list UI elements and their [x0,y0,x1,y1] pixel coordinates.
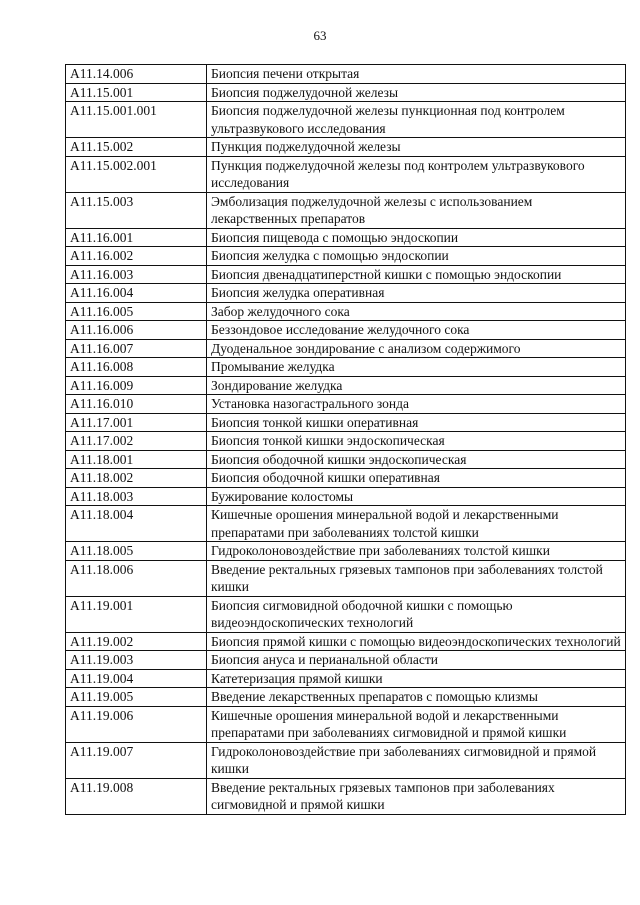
service-code-cell: A11.18.005 [66,542,207,561]
service-code-cell: A11.19.001 [66,596,207,632]
table-row [66,228,626,247]
table-row [66,138,626,157]
table-row [66,376,626,395]
service-code-cell: A11.16.009 [66,376,207,395]
table-row [66,542,626,561]
table-row [66,669,626,688]
table-row [66,706,626,742]
service-name-cell: Пункция поджелудочной железы [207,138,626,157]
table-row [66,432,626,451]
table-row [66,651,626,670]
service-code-cell: A11.16.002 [66,247,207,266]
table-row [66,487,626,506]
service-name-cell: Пункция поджелудочной железы под контролем ультразвукового исследования [207,156,626,192]
service-name-cell: Беззондовое исследование желудочного сока [207,321,626,340]
service-code-cell: A11.19.008 [66,778,207,814]
service-name-cell: Биопсия поджелудочной железы [207,83,626,102]
service-name-cell: Эмболизация поджелудочной железы с использованием лекарственных препаратов [207,192,626,228]
service-name-cell: Биопсия тонкой кишки оперативная [207,413,626,432]
service-name-cell: Биопсия поджелудочной железы пункционная под контролем ультразвукового исследования [207,102,626,138]
service-code-cell: A11.16.007 [66,339,207,358]
service-code-cell: A11.15.002 [66,138,207,157]
service-name-cell: Установка назогастрального зонда [207,395,626,414]
table-row [66,506,626,542]
service-code-cell: A11.19.006 [66,706,207,742]
table-row [66,102,626,138]
service-code-cell: A11.16.005 [66,302,207,321]
table-row [66,284,626,303]
service-code-cell: A11.16.003 [66,265,207,284]
service-name-cell: Биопсия желудка оперативная [207,284,626,303]
service-code-cell: A11.15.001.001 [66,102,207,138]
service-code-cell: A11.16.010 [66,395,207,414]
service-code-cell: A11.16.004 [66,284,207,303]
service-code-cell: A11.19.004 [66,669,207,688]
table-row [66,358,626,377]
table-row [66,83,626,102]
service-name-cell: Биопсия ободочной кишки эндоскопическая [207,450,626,469]
table-row [66,469,626,488]
service-code-cell: A11.18.006 [66,560,207,596]
table-row [66,156,626,192]
table-row [66,247,626,266]
table-row [66,321,626,340]
table-row [66,65,626,84]
service-name-cell: Введение ректальных грязевых тампонов при заболеваниях сигмовидной и прямой кишки [207,778,626,814]
service-code-cell: A11.19.003 [66,651,207,670]
service-name-cell: Дуоденальное зондирование с анализом содержимого [207,339,626,358]
page-number: 63 [313,28,327,43]
service-code-cell: A11.16.001 [66,228,207,247]
service-name-cell: Кишечные орошения минеральной водой и лекарственными препаратами при заболеваниях толстой кишки [207,506,626,542]
service-code-cell: A11.15.001 [66,83,207,102]
service-code-cell: A11.16.006 [66,321,207,340]
service-name-cell: Промывание желудка [207,358,626,377]
service-code-cell: A11.18.001 [66,450,207,469]
service-name-cell: Бужирование колостомы [207,487,626,506]
service-code-cell: A11.19.002 [66,632,207,651]
table-row [66,742,626,778]
table-row [66,560,626,596]
service-name-cell: Биопсия желудка с помощью эндоскопии [207,247,626,266]
service-name-cell: Биопсия сигмовидной ободочной кишки с помощью видеоэндоскопических технологий [207,596,626,632]
table-row [66,632,626,651]
service-name-cell: Зондирование желудка [207,376,626,395]
service-code-cell: A11.17.002 [66,432,207,451]
table-row [66,302,626,321]
services-table [65,64,626,815]
services-table-body [66,65,626,815]
service-code-cell: A11.18.003 [66,487,207,506]
service-code-cell: A11.19.007 [66,742,207,778]
service-code-cell: A11.16.008 [66,358,207,377]
service-name-cell: Биопсия ануса и перианальной области [207,651,626,670]
service-name-cell: Биопсия двенадцатиперстной кишки с помощью эндоскопии [207,265,626,284]
table-row [66,778,626,814]
service-name-cell: Биопсия печени открытая [207,65,626,84]
table-row [66,339,626,358]
service-code-cell: A11.15.003 [66,192,207,228]
service-name-cell: Биопсия ободочной кишки оперативная [207,469,626,488]
table-row [66,413,626,432]
service-name-cell: Кишечные орошения минеральной водой и лекарственными препаратами при заболеваниях сигмовидной и прямой кишки [207,706,626,742]
service-name-cell: Введение ректальных грязевых тампонов при заболеваниях толстой кишки [207,560,626,596]
table-row [66,596,626,632]
service-name-cell: Биопсия тонкой кишки эндоскопическая [207,432,626,451]
table-row [66,450,626,469]
service-name-cell: Биопсия пищевода с помощью эндоскопии [207,228,626,247]
table-row [66,395,626,414]
service-name-cell: Забор желудочного сока [207,302,626,321]
service-code-cell: A11.17.001 [66,413,207,432]
table-row [66,265,626,284]
service-name-cell: Катетеризация прямой кишки [207,669,626,688]
service-code-cell: A11.14.006 [66,65,207,84]
service-code-cell: A11.18.004 [66,506,207,542]
service-name-cell: Биопсия прямой кишки с помощью видеоэндоскопических технологий [207,632,626,651]
service-name-cell: Гидроколоновоздействие при заболеваниях толстой кишки [207,542,626,561]
service-code-cell: A11.18.002 [66,469,207,488]
service-code-cell: A11.15.002.001 [66,156,207,192]
service-name-cell: Гидроколоновоздействие при заболеваниях сигмовидной и прямой кишки [207,742,626,778]
service-code-cell: A11.19.005 [66,688,207,707]
service-name-cell: Введение лекарственных препаратов с помощью клизмы [207,688,626,707]
table-row [66,192,626,228]
table-row [66,688,626,707]
